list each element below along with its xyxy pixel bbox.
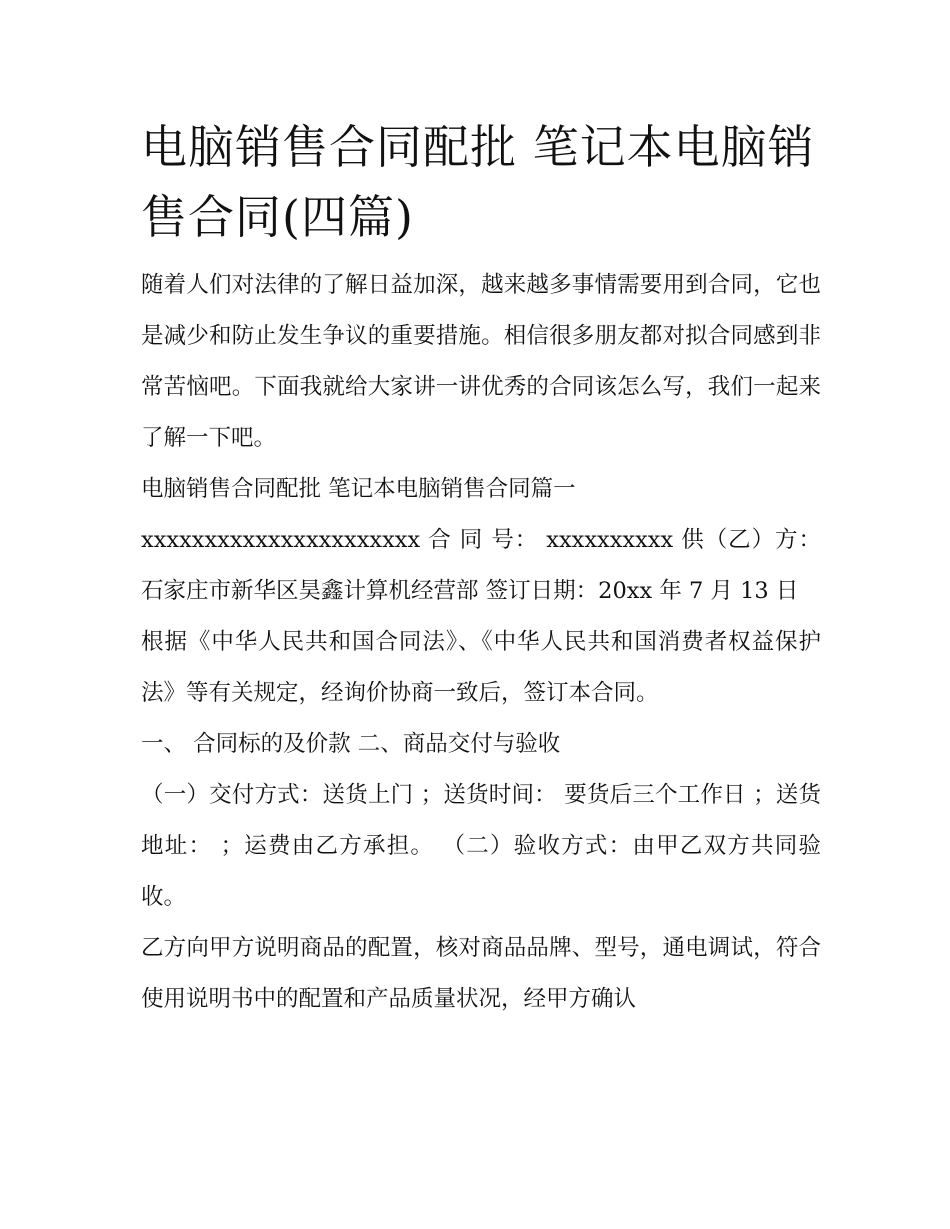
basis-paragraph: 根据《中华人民共和国合同法》、《中华人民共和国消费者权益保护法》等有关规定，经询价协商一致后，签订本合同。 [141,629,821,706]
clauses-heading: 一、 合同标的及价款 二、商品交付与验收 [141,731,561,757]
intro-paragraph: 随着人们对法律的了解日益加深，越来越多事情需要用到合同，它也是减少和防止发生争议的重要措施。相信很多朋友都对拟合同感到非常苦恼吧。下面我就给大家讲一讲优秀的合同该怎么写，我们一起来了解一下吧。 [141,272,821,451]
section-heading: 电脑销售合同配批 笔记本电脑销售合同篇一 [141,476,576,502]
inspection-paragraph: 乙方向甲方说明商品的配置，核对商品品牌、型号，通电调试，符合使用说明书中的配置和产品质量状况，经甲方确认 [141,935,821,1012]
document-page [141,112,821,1025]
contract-info-paragraph: xxxxxxxxxxxxxxxxxxxxxx 合 同 号： xxxxxxxxxx 供（乙）方：石家庄市新华区昊鑫计算机经营部 签订日期：20xx 年 7 月 13 日 [141,527,821,604]
delivery-paragraph: （一）交付方式：送货上门 ；送货时间： 要货后三个工作日 ；送货地址： ；运费由乙方承担。 （二）验收方式：由甲乙双方共同验收。 [141,782,821,910]
document-title: 电脑销售合同配批 笔记本电脑销售合同(四篇) [141,120,815,244]
